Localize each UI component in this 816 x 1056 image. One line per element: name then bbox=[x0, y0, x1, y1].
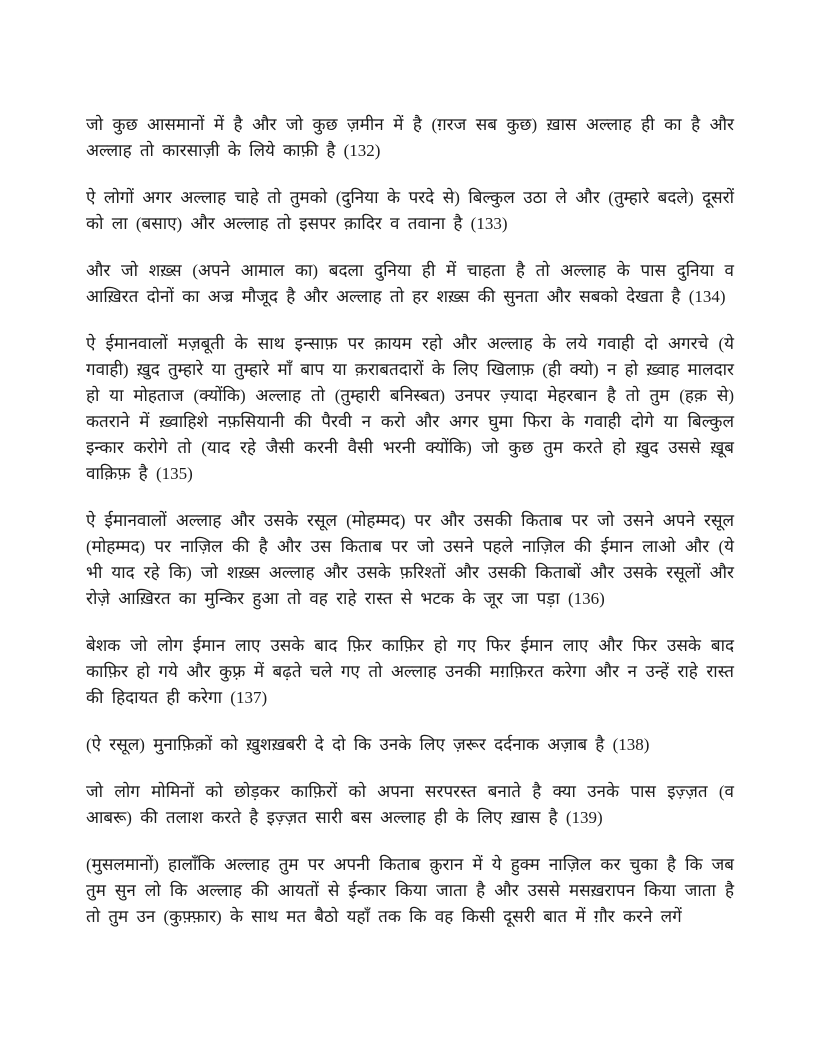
paragraph-verse-140: (मुसलमानों) हालाँकि अल्लाह तुम पर अपनी किताब क़ुरान में ये हुक्म नाज़िल कर चुका है कि जब तुम सुन लो कि अल्लाह की आयतों से ईन्कार किया जाता है और उससे मसख़रापन किया जाता है तो तुम उन (कुफ़्फ़ार) के साथ मत बैठो यहाँ तक कि वह किसी दूसरी बात में ग़ौर करने लगें bbox=[86, 855, 734, 926]
paragraph-verse-136: ऐ ईमानवालों अल्लाह और उसके रसूल (मोहम्मद) पर और उसकी किताब पर जो उसने अपने रसूल (मोहम्मद) पर नाज़िल की है और उस किताब पर जो उसने पहले नाज़िल की ईमान लाओ और (ये भी याद रहे कि) जो शख़्स अल्लाह और उसके फ़रिश्तों और उसकी किताबों और उसके रसूलों और रोज़े आख़िरत का मुन्किर हुआ तो वह राहे रास्त से भटक के जूर जा पड़ा (136) bbox=[86, 511, 734, 608]
paragraph-verse-135: ऐ ईमानवालों मज़बूती के साथ इन्साफ़ पर क़ायम रहो और अल्लाह के लये गवाही दो अगरचे (ये गवाही) ख़ुद तुम्हारे या तुम्हारे माँ बाप या क़राबतदारों के लिए खिलाफ़ (ही क्यो) न हो ख़्वाह मालदार हो या मोहताज (क्योंकि) अल्लाह तो (तुम्हारी बनिस्बत) उनपर ज़्यादा मेहरबान है तो तुम (हक़ से) कतराने में ख़्वाहिशे नफ़सियानी की पैरवी न करो और अगर घुमा फिरा के गवाही दोगे या बिल्कुल इन्कार करोगे तो (याद रहे जैसी करनी वैसी भरनी क्योंकि) जो कुछ तुम करते हो ख़ुद उससे ख़ूब वाक़िफ़ है (135) bbox=[86, 334, 734, 483]
paragraph-verse-137: बेशक जो लोग ईमान लाए उसके बाद फ़िर काफ़िर हो गए फिर ईमान लाए और फिर उसके बाद काफ़िर हो गये और कुफ़्र में बढ़ते चले गए तो अल्लाह उनकी मग़फ़िरत करेगा और न उन्हें राहे रास्त की हिदायत ही करेगा (137) bbox=[86, 636, 734, 707]
paragraph-verse-132: जो कुछ आसमानों में है और जो कुछ ज़मीन में है (ग़रज सब कुछ) ख़ास अल्लाह ही का है और अल्लाह तो कारसाज़ी के लिये काफ़ी है (132) bbox=[86, 115, 734, 160]
text-block bbox=[86, 112, 734, 930]
paragraph-verse-134: और जो शख़्स (अपने आमाल का) बदला दुनिया ही में चाहता है तो अल्लाह के पास दुनिया व आख़िरत दोनों का अज्र मौजूद है और अल्लाह तो हर शख़्स की सुनता और सबको देखता है (134) bbox=[86, 261, 734, 306]
paragraph-verse-138: (ऐ रसूल) मुनाफ़िक़ों को ख़ुशख़बरी दे दो कि उनके लिए ज़रूर दर्दनाक अज़ाब है (138) bbox=[86, 735, 650, 754]
paragraph-verse-139: जो लोग मोमिनों को छोड़कर काफ़िरों को अपना सरपरस्त बनाते है क्या उनके पास इज़्ज़त (व आबरू) की तलाश करते है इज़्ज़त सारी बस अल्लाह ही के लिए ख़ास है (139) bbox=[86, 782, 734, 827]
paragraph-verse-133: ऐ लोगों अगर अल्लाह चाहे तो तुमको (दुनिया के परदे से) बिल्कुल उठा ले और (तुम्हारे बदले) दूसरों को ला (बसाए) और अल्लाह तो इसपर क़ादिर व तवाना है (133) bbox=[86, 188, 734, 233]
